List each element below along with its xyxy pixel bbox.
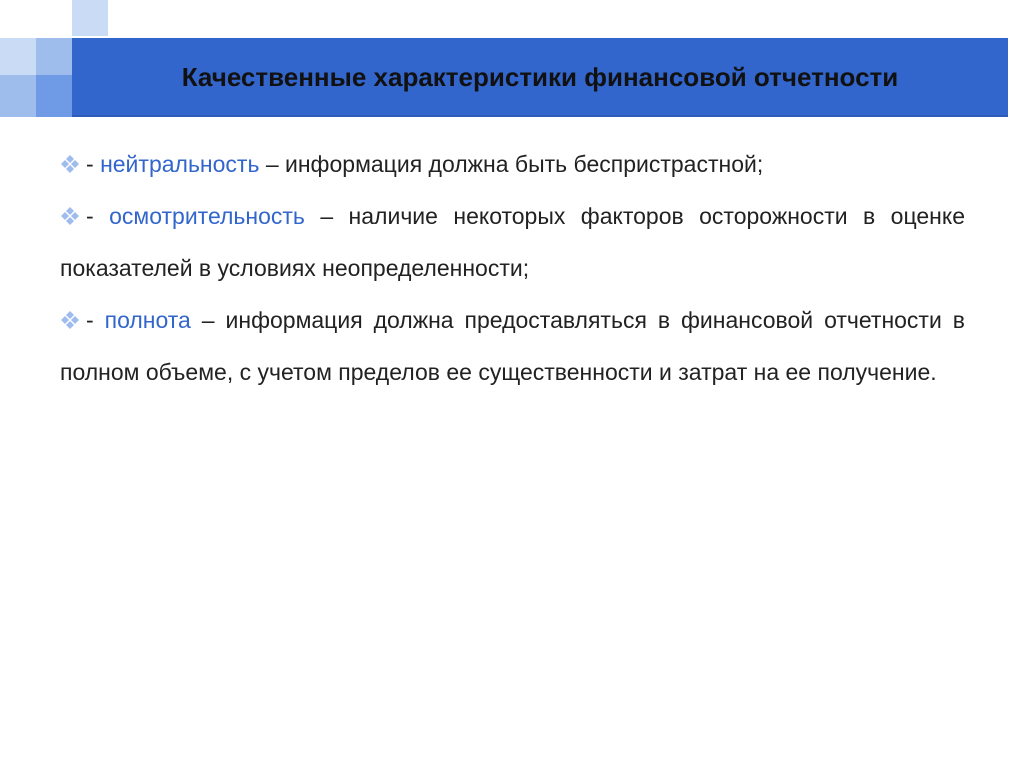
bullet-text: – наличие некоторых факторов осторожности в оценке показателей в условиях неопределенности; [60,203,965,281]
four-diamond-bullet-icon [60,154,80,174]
decor-square [36,38,72,75]
decor-square [0,75,36,117]
bullet-prefix: - [86,151,101,177]
bullet-item [60,190,965,294]
bullet-term: полнота [104,307,191,333]
four-diamond-bullet-icon [60,206,80,226]
bullet-item [60,138,965,190]
decor-square [36,75,72,117]
bullet-list [60,138,965,398]
bullet-prefix: - [86,307,105,333]
decor-square [72,0,108,36]
bullet-prefix: - [86,203,110,229]
bullet-text: – информация должна предоставляться в финансовой отчетности в полном объеме, с учетом пределов ее существенности и затрат на ее получение. [60,307,965,385]
bullet-item [60,294,965,398]
slide-title: Качественные характеристики финансовой отчетности [181,61,899,92]
title-band [72,38,1008,117]
decor-square [0,38,36,75]
four-diamond-bullet-icon [60,310,80,330]
bullet-term: нейтральность [100,151,260,177]
bullet-term: осмотрительность [109,203,305,229]
bullet-text: – информация должна быть беспристрастной; [259,151,764,177]
